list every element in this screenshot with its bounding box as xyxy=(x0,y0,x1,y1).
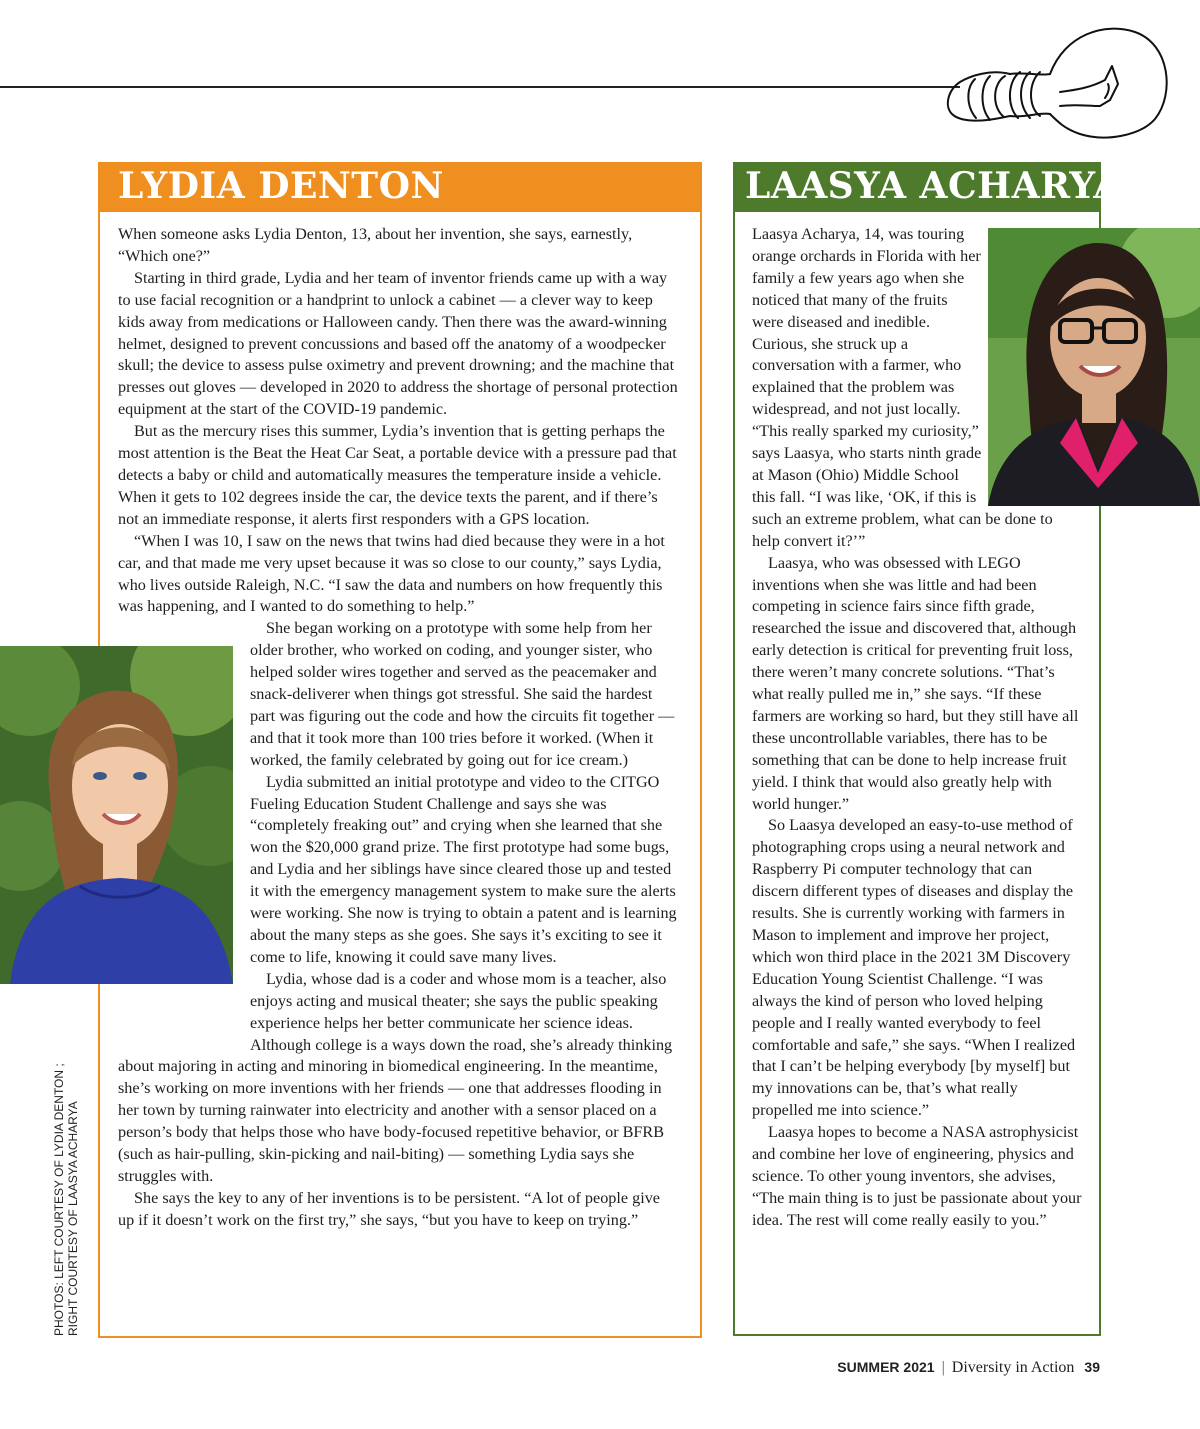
lydia-paragraph: Lydia submitted an initial prototype and video to the CITGO Fueling Education Student Challenge and says she was “completely freaking out” and crying when she learned that she won the $20,000 grand prize. The first prototype had some bugs, and Lydia and her siblings have since cleared those up and tested it with the emergency management system to make sure the alerts were working. She now is trying to obtain a patent and is learning about the many steps as she goes. She says it’s exciting to see it come to life, knowing it could save many lives. xyxy=(250,772,677,966)
lydia-paragraph: “When I was 10, I saw on the news that twins had died because they were in a hot car, and that made me very upset because it was so close to our county,” says Lydia, who lives outside Raleigh, N.C. “I saw the data and numbers on how frequently this was happening, and I wanted to do something to help.” xyxy=(118,531,665,616)
laasya-photo xyxy=(988,228,1200,506)
top-rule xyxy=(0,86,960,88)
laasya-header: LAASYA ACHARYA xyxy=(733,162,1101,212)
photo-credit-line: RIGHT COURTESY OF LAASYA ACHARYA xyxy=(66,1101,80,1336)
lydia-photo xyxy=(0,646,233,984)
page-footer xyxy=(837,1359,1100,1377)
photo-credit-line: PHOTOS: LEFT COURTESY OF LYDIA DENTON ; xyxy=(52,1063,66,1336)
lydia-header: LYDIA DENTON xyxy=(98,162,702,212)
footer-season: SUMMER 2021 xyxy=(837,1359,935,1375)
lydia-paragraph: Starting in third grade, Lydia and her team of inventor friends came up with a way to use facial recognition or a handprint to unlock a cabinet — a clever way to keep kids away from medications or Halloween candy. Then there was the award-winning helmet, designed to prevent concussions and based off the anatomy of a woodpecker skull; the device to assess pulse oximetry and prevent drowning; and the machine that presses out gloves — developed in 2020 to address the shortage of personal protection equipment at the start of the COVID-19 pandemic. xyxy=(118,268,678,419)
page-number: 39 xyxy=(1084,1359,1100,1375)
lydia-paragraph: Lydia, whose dad is a coder and whose mom is a teacher, also enjoys acting and musical theater; she says the public speaking experience helps her better communicate her science ideas. Although college is a ways down the road, she’s already thinking about majoring in acting and minoring in biomedical engineering. In the meantime, she’s working on more inventions with her friends — one that addresses flooding in her town by turning rainwater into electricity and another with a sensor placed on a person’s body that helps those who have body-focused repetitive behavior, or BFRB (such as hair-pulling, skin-picking and nail-biting) — something Lydia says she struggles with. xyxy=(118,969,673,1185)
lydia-paragraph: But as the mercury rises this summer, Lydia’s invention that is getting perhaps the most attention is the Beat the Heat Car Seat, a portable device with a pressure pad that detects a baby or child and automatically measures the temperature inside a vehicle. When it gets to 102 degrees inside the car, the device texts the parent, and if there’s not an immediate response, it alerts first responders with a GPS location. xyxy=(118,422,677,528)
laasya-paragraph: Laasya, who was obsessed with LEGO inventions when she was little and had been competing in science fairs since fifth grade, researched the issue and discovered that, although early detection is critical for preventing fruit loss, there weren’t many concrete solutions. “That’s what really pulled me in,” she says. “If these farmers are working so hard, but they still have all these uncontrollable variables, there has to be something that can be done to help increase fruit yield. I think that would also greatly help with world hunger.” xyxy=(752,553,1079,813)
footer-publication: Diversity in Action xyxy=(951,1359,1075,1376)
laasya-paragraph: So Laasya developed an easy-to-use method of photographing crops using a neural network and Raspberry Pi computer technology that can discern different types of diseases and display the results. She is currently working with farmers in Mason to implement and improve her project, which won third place in the 2021 3M Discovery Education Young Scientist Challenge. “I was always the kind of person who loved helping people and I really wanted everybody to feel comfortable and safe,” she says. “When I realized that I can’t be helping everybody [by myself] but my innovations can be, that’s what really propelled me into science.” xyxy=(752,816,1076,1120)
laasya-paragraph: Laasya hopes to become a NASA astrophysicist and combine her love of engineering, physics and science. To other young inventors, she advises, “The main thing is to just be passionate about your idea. The rest will come really easily to you.” xyxy=(752,1123,1082,1229)
lydia-paragraph: She began working on a prototype with some help from her older brother, who worked on coding, and younger sister, who helped solder wires together and served as the peacemaker and snack-deliverer when things got stressful. She said the hardest part was figuring out the code and how the circuits fit together — and that it took more than 100 tries before it worked. (When it worked, the family celebrated by going out for ice cream.) xyxy=(250,619,675,769)
lydia-paragraph: She says the key to any of her inventions is to be persistent. “A lot of people give up if it doesn’t work on the first try,” she says, “but you have to keep on trying.” xyxy=(118,1188,660,1229)
lightbulb-icon xyxy=(930,14,1170,154)
photo-credit xyxy=(52,1063,80,1336)
lydia-paragraph: When someone asks Lydia Denton, 13, about her invention, she says, earnestly, “Which one?” xyxy=(118,225,633,265)
laasya-paragraph: Laasya Acharya, 14, was touring orange orchards in Florida with her family a few years ago when she noticed that many of the fruits were diseased and inedible. Curious, she struck up a conversation with a farmer, who explained that the problem was widespread, and not just locally. “This really sparked my curiosity,” says Laasya, who starts ninth grade at Mason (Ohio) Middle School this fall. “I was like, ‘OK, if this is such an extreme problem, what can be done to help convert it?’” xyxy=(752,225,1053,550)
footer-separator: | xyxy=(941,1359,945,1376)
